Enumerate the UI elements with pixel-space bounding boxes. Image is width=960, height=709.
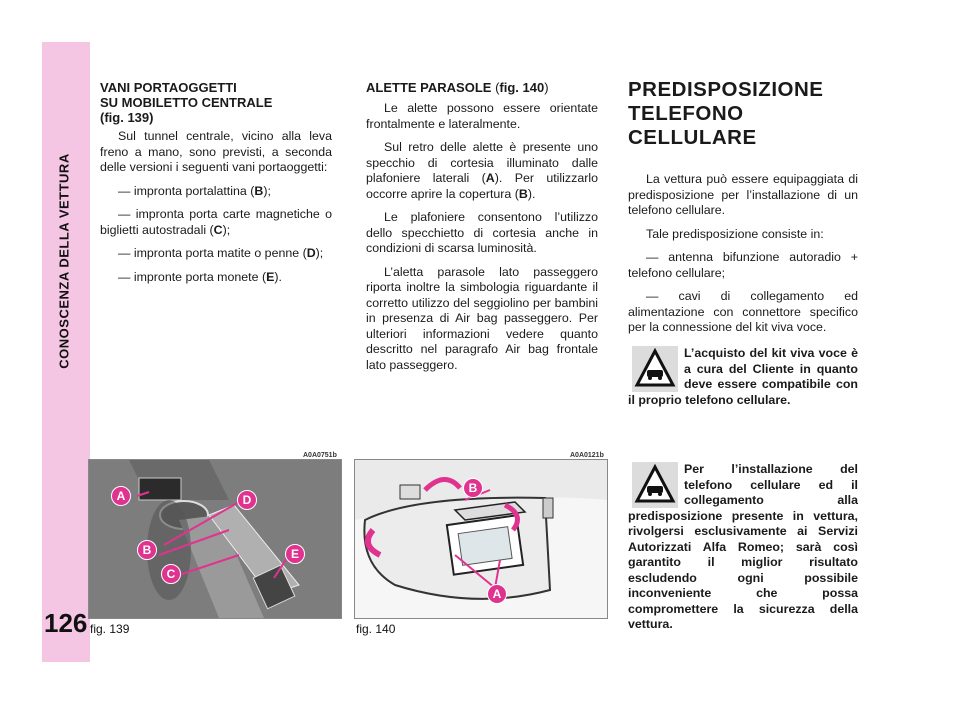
callout-b: B (137, 540, 157, 560)
figure-caption: fig. 139 (90, 622, 130, 636)
sun-visor-p1: Le alette possono essere orientate frontalmente e lateralmente. (366, 101, 598, 131)
column-storage (100, 80, 332, 293)
sun-visor-p2: Sul retro delle alette è presente uno specchio di cortesia illuminato dalle plafoniere laterali (A). Per utilizzarlo occorre aprire la copertura (B). (366, 140, 598, 201)
figure-code: A0A0121b (570, 452, 604, 459)
callout-c: C (161, 564, 181, 584)
phone-p2: Tale predisposizione consiste in: (646, 226, 824, 241)
warning-note-2: Per l’installazione del telefono cellulare ed il collegamento alla predisposizione presente in vettura, rivolgersi esclusivamente ai Servizi Autorizzati Alfa Romeo; sarà così garantito il miglior risultato escludendo ogni possibile inconveniente che possa compromettere la sicurezza della vettura. (628, 462, 858, 631)
figure-139 (88, 459, 342, 619)
list-item: — impronte porta monete (E). (118, 269, 282, 284)
phone-p1: La vettura può essere equipaggiata di predisposizione per l’installazione di un telefono cellulare. (628, 172, 858, 217)
figure-caption: fig. 140 (356, 622, 396, 636)
callout-a: A (111, 486, 131, 506)
sun-visor-title: ALETTE PARASOLE (fig. 140) (366, 80, 549, 95)
phone-p4: — cavi di collegamento ed alimentazione con connettore specifico per la connessione del kit viva voce. (628, 289, 858, 334)
storage-title: VANI PORTAOGGETTI SU MOBILETTO CENTRALE (fig. 139) (100, 80, 273, 125)
page-number: 126 (44, 608, 88, 638)
phone-p3: — antenna bifunzione autoradio + telefono cellulare; (628, 250, 858, 280)
callout-b: B (463, 478, 483, 498)
callout-e: E (285, 544, 305, 564)
callout-d: D (237, 490, 257, 510)
sun-visor-p4: L’aletta parasole lato passeggero riporta inoltre la simbologia riguardante il corretto utilizzo del seggiolino per bambini in presenza di Air bag passeggero. Per ulteriori informazioni vedere quanto descritto nel paragrafo Air bag frontale lato passeggero. (366, 264, 598, 372)
section-title-vertical (52, 96, 76, 426)
list-item: — impronta portalattina (B); (118, 183, 271, 198)
callout-a: A (487, 584, 507, 604)
warning-note-1: L’acquisto del kit viva voce è a cura del Cliente in quanto deve essere compatibile con il proprio telefono cellulare. (628, 346, 858, 407)
figure-140 (354, 459, 608, 619)
column-sun-visors (366, 80, 598, 381)
list-item: — impronta porta carte magnetiche o biglietti autostradali (C); (100, 207, 332, 237)
column-phone (628, 78, 858, 344)
fig-ref: fig. 139 (104, 110, 150, 125)
storage-intro: Sul tunnel centrale, vicino alla leva freno a mano, sono previsti, a seconda delle versioni i seguenti vani portaoggetti: (100, 129, 332, 174)
figure-code: A0A0751b (303, 452, 337, 459)
list-item: — impronta porta matite o penne (D); (118, 246, 324, 260)
phone-title: PREDISPOSIZIONE TELEFONO CELLULARE (628, 78, 824, 149)
sun-visor-p3: Le plafoniere consentono l’utilizzo dello specchietto di cortesia anche in condizioni di scarsa luminosità. (366, 210, 598, 255)
section-title-text: CONOSCENZA DELLA VETTURA (56, 153, 72, 369)
